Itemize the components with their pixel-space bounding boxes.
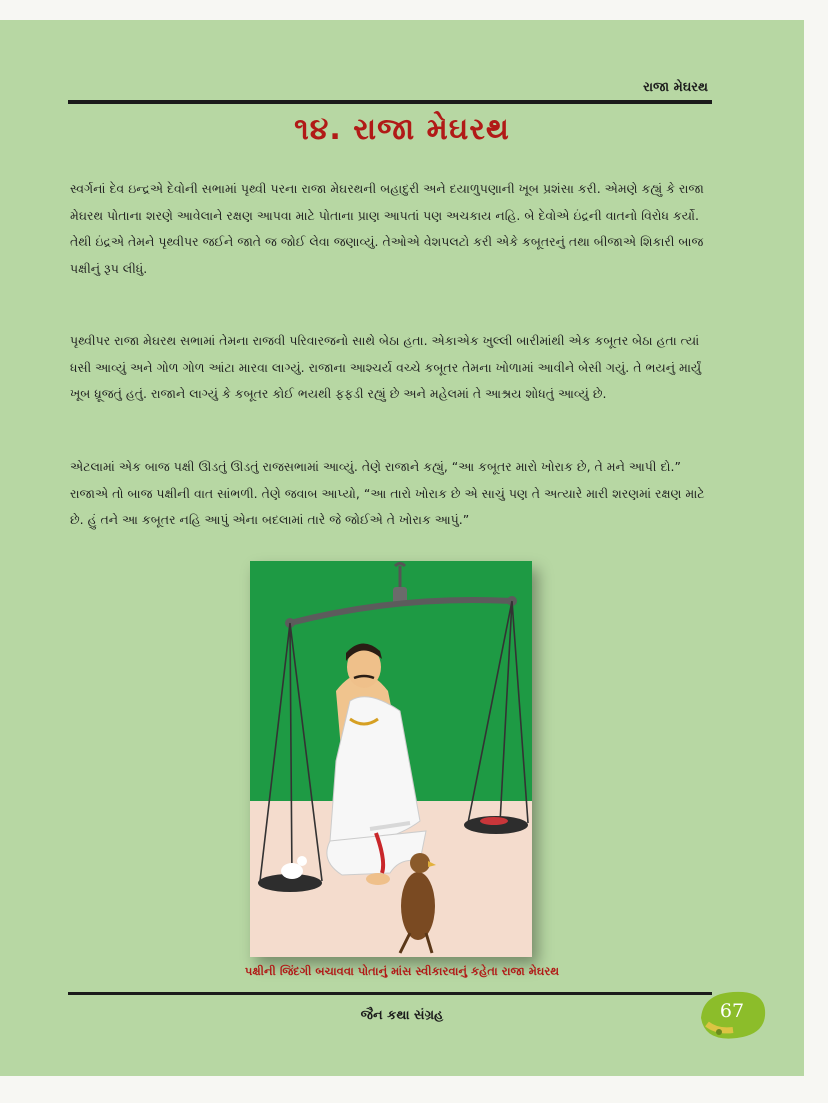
paragraph-3: એટલામાં એક બાજ પક્ષી ઊડતું ઊડતું રાજસભામાં આવ્યું. તેણે રાજાને કહ્યું, “આ કબૂતર મારો ખોરાક છે, તે મને આપી દો.” રાજાએ તો બાજ પક્ષીની વાત સાંભળી. તેણે જવાબ આપ્યો, “આ તારો ખોરાક છે એ સાચું પણ તે અત્યારે મારી શરણમાં રક્ષણ માટે છે. હું તને આ કબૂતર નહિ આપું એના બદલામાં તારે જે જોઈએ તે ખોરાક આપું.” xyxy=(70,459,705,527)
chapter-title: ૧૪. રાજા મેઘરથ xyxy=(294,112,510,147)
book-title: જૈન કથા સંગ્રહ xyxy=(360,1008,444,1023)
paragraph-1: સ્વર્ગનાં દેવ ઇન્દ્રએ દેવોની સભામાં પૃથ્વી પરના રાજા મેઘરથની બહાદુરી અને દયાળુપણાની ખૂબ પ્રશંસા કરી. એમણે કહ્યું કે રાજા મેઘરથ પોતાના શરણે આવેલાને રક્ષણ આપવા માટે પોતાના પ્રાણ આપતાં પણ અચકાય નહિ. બે દેવોએ ઇંદ્રની વાતનો વિરોધ કર્યો. તેથી ઇંદ્રએ તેમને પૃથ્વીપર જઈને જાતે જ જોઈ લેવા જણાવ્યું. તેઓએ વેશપલટો કરી એકે કબૂતરનું તથા બીજાએ શિકારી બાજ પક્ષીનું રૂપ લીધું. xyxy=(70,181,704,276)
king-illustration xyxy=(250,561,532,957)
running-header: રાજા મેઘરથ xyxy=(643,80,708,95)
book-page xyxy=(0,20,804,1076)
header-rule xyxy=(68,100,712,104)
figure-caption: પક્ષીની જિંદગી બચાવવા પોતાનું માંસ સ્વીકારવાનું કહેતા રાજા મેઘરથ xyxy=(244,964,560,978)
paragraph-2: પૃથ્વીપર રાજા મેઘરથ સભામાં તેમના રાજવી પરિવારજનો સાથે બેઠા હતા. એકાએક ખુલ્લી બારીમાંથી એક કબૂતર બેઠા હતા ત્યાં ધસી આવ્યું અને ગોળ ગોળ આંટા મારવા લાગ્યું. રાજાના આશ્ચર્ય વચ્ચે કબૂતર તેમના ખોળામાં આવીને બેસી ગયું. તે ભયનું માર્યું ખૂબ ધ્રૂજતું હતું. રાજાને લાગ્યું કે કબૂતર કોઈ ભયથી ફફડી રહ્યું છે અને મહેલમાં તે આશ્રય શોધતું આવ્યું છે. xyxy=(70,333,702,401)
footer-rule xyxy=(68,992,712,995)
page-number: 67 xyxy=(719,1000,745,1022)
king-with-balance-scale-illustration xyxy=(250,561,532,957)
